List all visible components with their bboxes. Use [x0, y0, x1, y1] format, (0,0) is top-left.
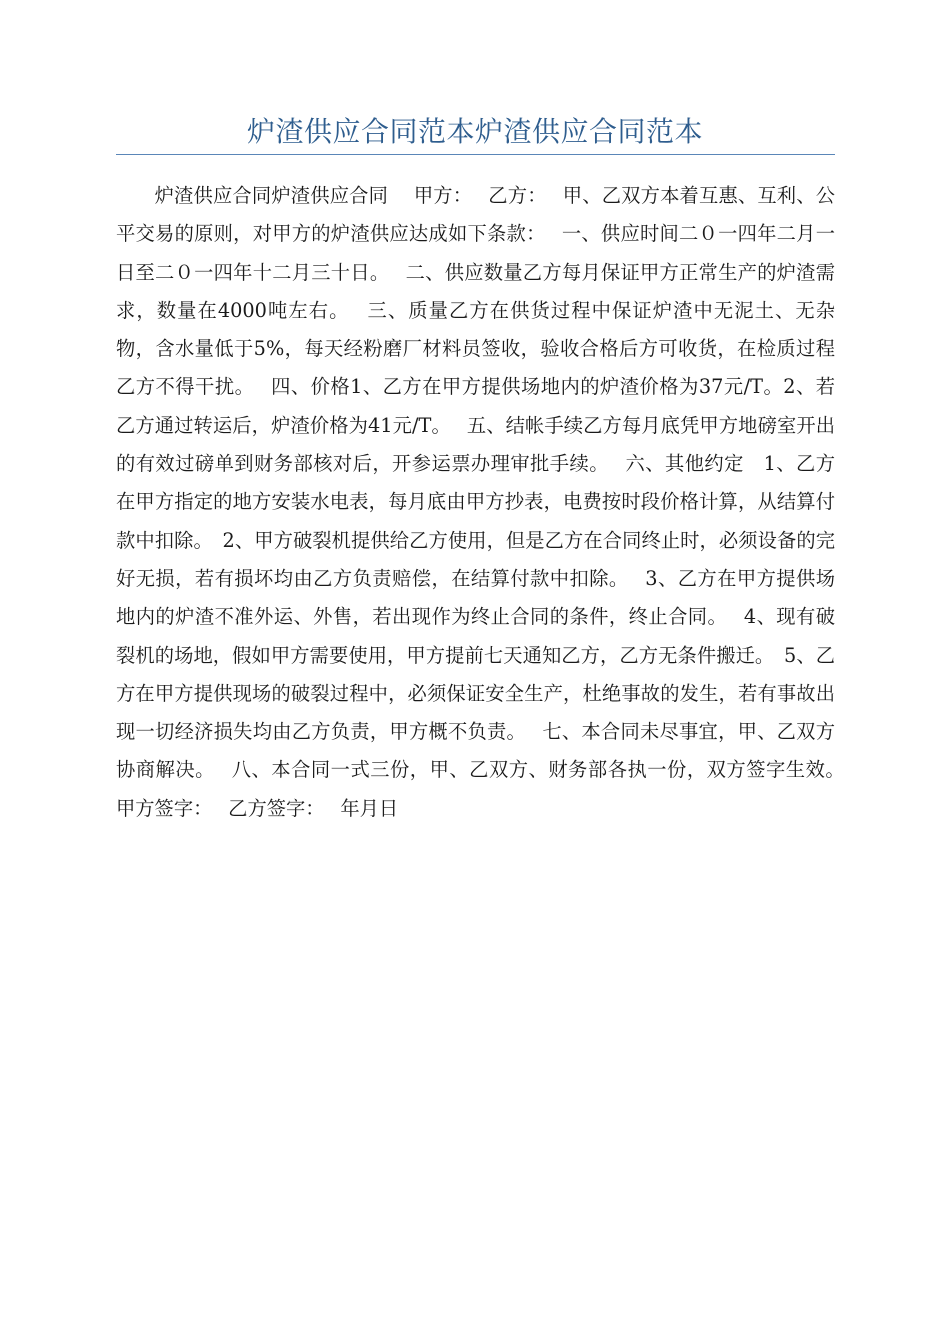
document-title: 炉渣供应合同范本炉渣供应合同范本	[246, 115, 703, 148]
contract-body-paragraph: 炉渣供应合同炉渣供应合同 甲方： 乙方： 甲、乙双方本着互惠、互利、公平交易的原则，对甲方的炉渣供应达成如下条款： 一、供应时间二０一四年二月一日至二０一四年十二月三十日。 二、供应数量乙方每月保证甲方正常生产的炉渣需求，数量在4000吨左右。 三、质量乙方在供货过程中保证炉渣中无泥土、无杂物，含水量低于5%，每天经粉磨厂材料员签收，验收合格后方可收货，在检质过程乙方不得干扰。 四、价格1、乙方在甲方提供场地内的炉渣价格为37元/T。2、若乙方通过转运后，炉渣价格为41元/T。 五、结帐手续乙方每月底凭甲方地磅室开出的有效过磅单到财务部核对后，开参运票办理审批手续。 六、其他约定 1、乙方在甲方指定的地方安装水电表，每月底由甲方抄表，电费按时段价格计算，从结算付款中扣除。 2、甲方破裂机提供给乙方使用，但是乙方在合同终止时，必须设备的完好无损，若有损坏均由乙方负责赔偿，在结算付款中扣除。 3、乙方在甲方提供场地内的炉渣不准外运、外售，若出现作为终止合同的条件，终止合同。 4、现有破裂机的场地，假如甲方需要使用，甲方提前七天通知乙方，乙方无条件搬迁。 5、乙方在甲方提供现场的破裂过程中，必须保证安全生产，杜绝事故的发生，若有事故出现一切经济损失均由乙方负责，甲方概不负责。 七、本合同未尽事宜，甲、乙双方协商解决。 八、本合同一式三份，甲、乙双方、财务部各执一份，双方签字生效。 甲方签字： 乙方签字： 年月日	[116, 184, 861, 820]
title-underline	[116, 154, 835, 155]
